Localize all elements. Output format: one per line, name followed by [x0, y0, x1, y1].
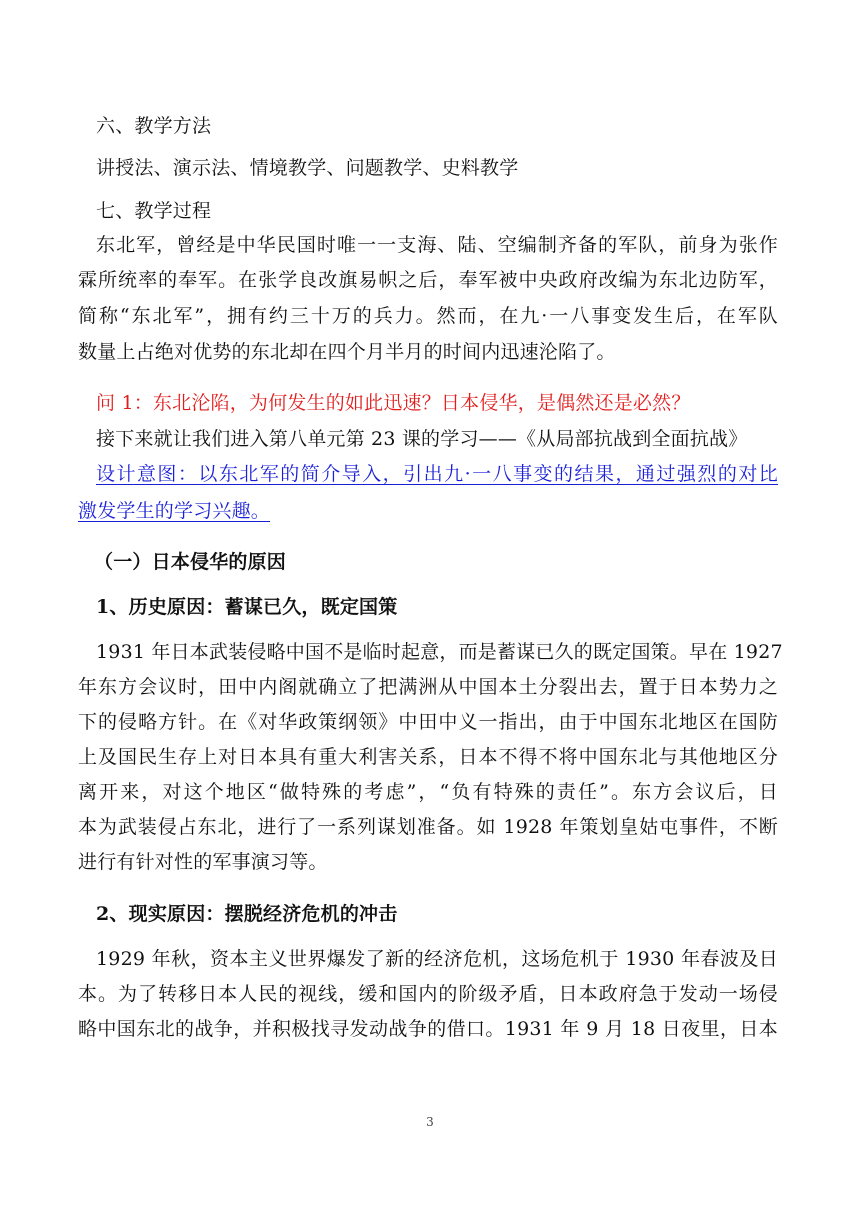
- intro-line: 数量上占绝对优势的东北却在四个月半月的时间内迅速沦陷了。: [78, 341, 616, 363]
- reason-1-line: 本为武装侵占东北，进行了一系列谋划准备。如 1928 年策划皇姑屯事件，不断: [78, 816, 778, 838]
- reason-1-title: 1、历史原因：蓄谋已久，既定国策: [96, 596, 398, 618]
- reason-1-line: 离开来，对这个地区“做特殊的考虑”，“负有特殊的责任”。东方会议后，日: [78, 781, 778, 803]
- method-list: 讲授法、演示法、情境教学、问题教学、史料教学: [96, 157, 519, 179]
- reason-1-line: 1931 年日本武装侵略中国不是临时起意，而是蓄谋已久的既定国策。早在 1927: [96, 641, 783, 663]
- reason-1-line: 下的侵略方针。在《对华政策纲领》中田中义一指出，由于中国东北地区在国防: [78, 711, 778, 733]
- method-heading: 六、教学方法: [96, 115, 212, 137]
- design-intent-line: 设计意图：以东北军的简介导入，引出九·一八事变的结果，通过强烈的对比: [96, 463, 778, 485]
- reason-1-line: 上及国民生存上对日本具有重大利害关系，日本不得不将中国东北与其他地区分: [78, 746, 778, 768]
- reason-2-title: 2、现实原因：摆脱经济危机的冲击: [96, 903, 398, 925]
- transition-text: 接下来就让我们进入第八单元第 23 课的学习——《从局部抗战到全面抗战》: [96, 428, 748, 450]
- process-heading: 七、教学过程: [96, 200, 212, 222]
- design-intent-line: 激发学生的学习兴趣。: [78, 500, 271, 522]
- reason-2-line: 略中国东北的战争，并积极找寻发动战争的借口。1931 年 9 月 18 日夜里，日本: [78, 1018, 778, 1040]
- reason-1-line: 进行有针对性的军事演习等。: [78, 851, 328, 873]
- reason-1-line: 年东方会议时，田中内阁就确立了把满洲从中国本土分裂出去，置于日本势力之: [78, 676, 778, 698]
- section-title: （一）日本侵华的原因: [94, 551, 287, 573]
- page-number: 3: [426, 1115, 434, 1129]
- intro-line: 东北军，曾经是中华民国时唯一一支海、陆、空编制齐备的军队，前身为张作: [96, 234, 778, 256]
- intro-line: 霖所统率的奉军。在张学良改旗易帜之后，奉军被中央政府改编为东北边防军，: [78, 269, 778, 291]
- question-1: 问 1：东北沦陷，为何发生的如此迅速？日本侵华，是偶然还是必然？: [96, 392, 691, 414]
- reason-2-line: 1929 年秋，资本主义世界爆发了新的经济危机，这场危机于 1930 年春波及日: [96, 948, 778, 970]
- intro-line: 简称“东北军”，拥有约三十万的兵力。然而，在九·一八事变发生后，在军队: [78, 305, 778, 327]
- reason-2-line: 本。为了转移日本人民的视线，缓和国内的阶级矛盾，日本政府急于发动一场侵: [78, 983, 778, 1005]
